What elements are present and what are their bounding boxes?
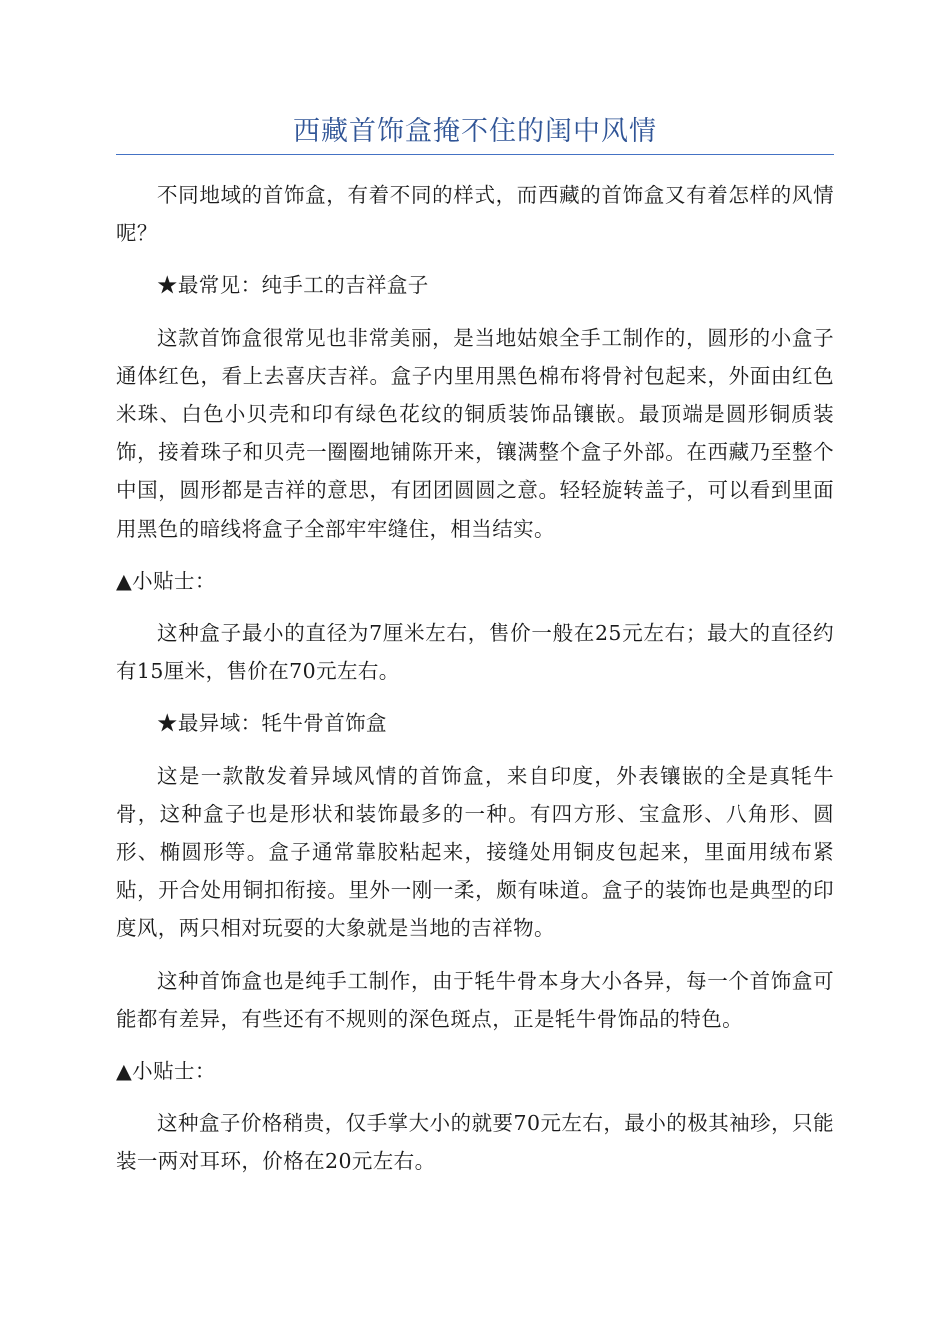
body-paragraph: 这种首饰盒也是纯手工制作，由于牦牛骨本身大小各异，每一个首饰盒可能都有差异，有些还有不规则的深色斑点，正是牦牛骨饰品的特色。 [116,968,834,1031]
tip-heading: ▲小贴士： [116,568,216,593]
tip-heading: ▲小贴士： [116,1059,216,1084]
intro-paragraph: 不同地域的首饰盒，有着不同的样式，而西藏的首饰盒又有着怎样的风情呢？ [116,183,834,246]
document-title: 西藏首饰盒掩不住的闺中风情 [293,116,657,147]
section-heading-exotic: ★最异域：牦牛骨首饰盒 [157,711,387,736]
body-paragraph: 这种盒子价格稍贵，仅手掌大小的就要70元左右，最小的极其袖珍，只能装一两对耳环，价格在20元左右。 [116,1111,834,1174]
body-paragraph: 这款首饰盒很常见也非常美丽，是当地姑娘全手工制作的，圆形的小盒子通体红色，看上去喜庆吉祥。盒子内里用黑色棉布将骨衬包起来，外面由红色米珠、白色小贝壳和印有绿色花纹的铜质装饰品镶嵌。最顶端是圆形铜质装饰，接着珠子和贝壳一圈圈地铺陈开来，镶满整个盒子外部。在西藏乃至整个中国，圆形都是吉祥的意思，有团团圆圆之意。轻轻旋转盖子，可以看到里面用黑色的暗线将盒子全部牢牢缝住，相当结实。 [116,325,834,541]
body-paragraph: 这种盒子最小的直径为7厘米左右，售价一般在25元左右；最大的直径约有15厘米，售价在70元左右。 [116,621,834,684]
body-paragraph: 这是一款散发着异域风情的首饰盒，来自印度，外表镶嵌的全是真牦牛骨，这种盒子也是形状和装饰最多的一种。有四方形、宝盒形、八角形、圆形、椭圆形等。盒子通常靠胶粘起来，接缝处用铜皮包起来，里面用绒布紧贴，开合处用铜扣衔接。里外一刚一柔，颇有味道。盒子的装饰也是典型的印度风，两只相对玩耍的大象就是当地的吉祥物。 [116,763,834,941]
section-heading-common: ★最常见：纯手工的吉祥盒子 [157,273,429,298]
document-body [116,176,834,1181]
title-underline [116,154,834,155]
